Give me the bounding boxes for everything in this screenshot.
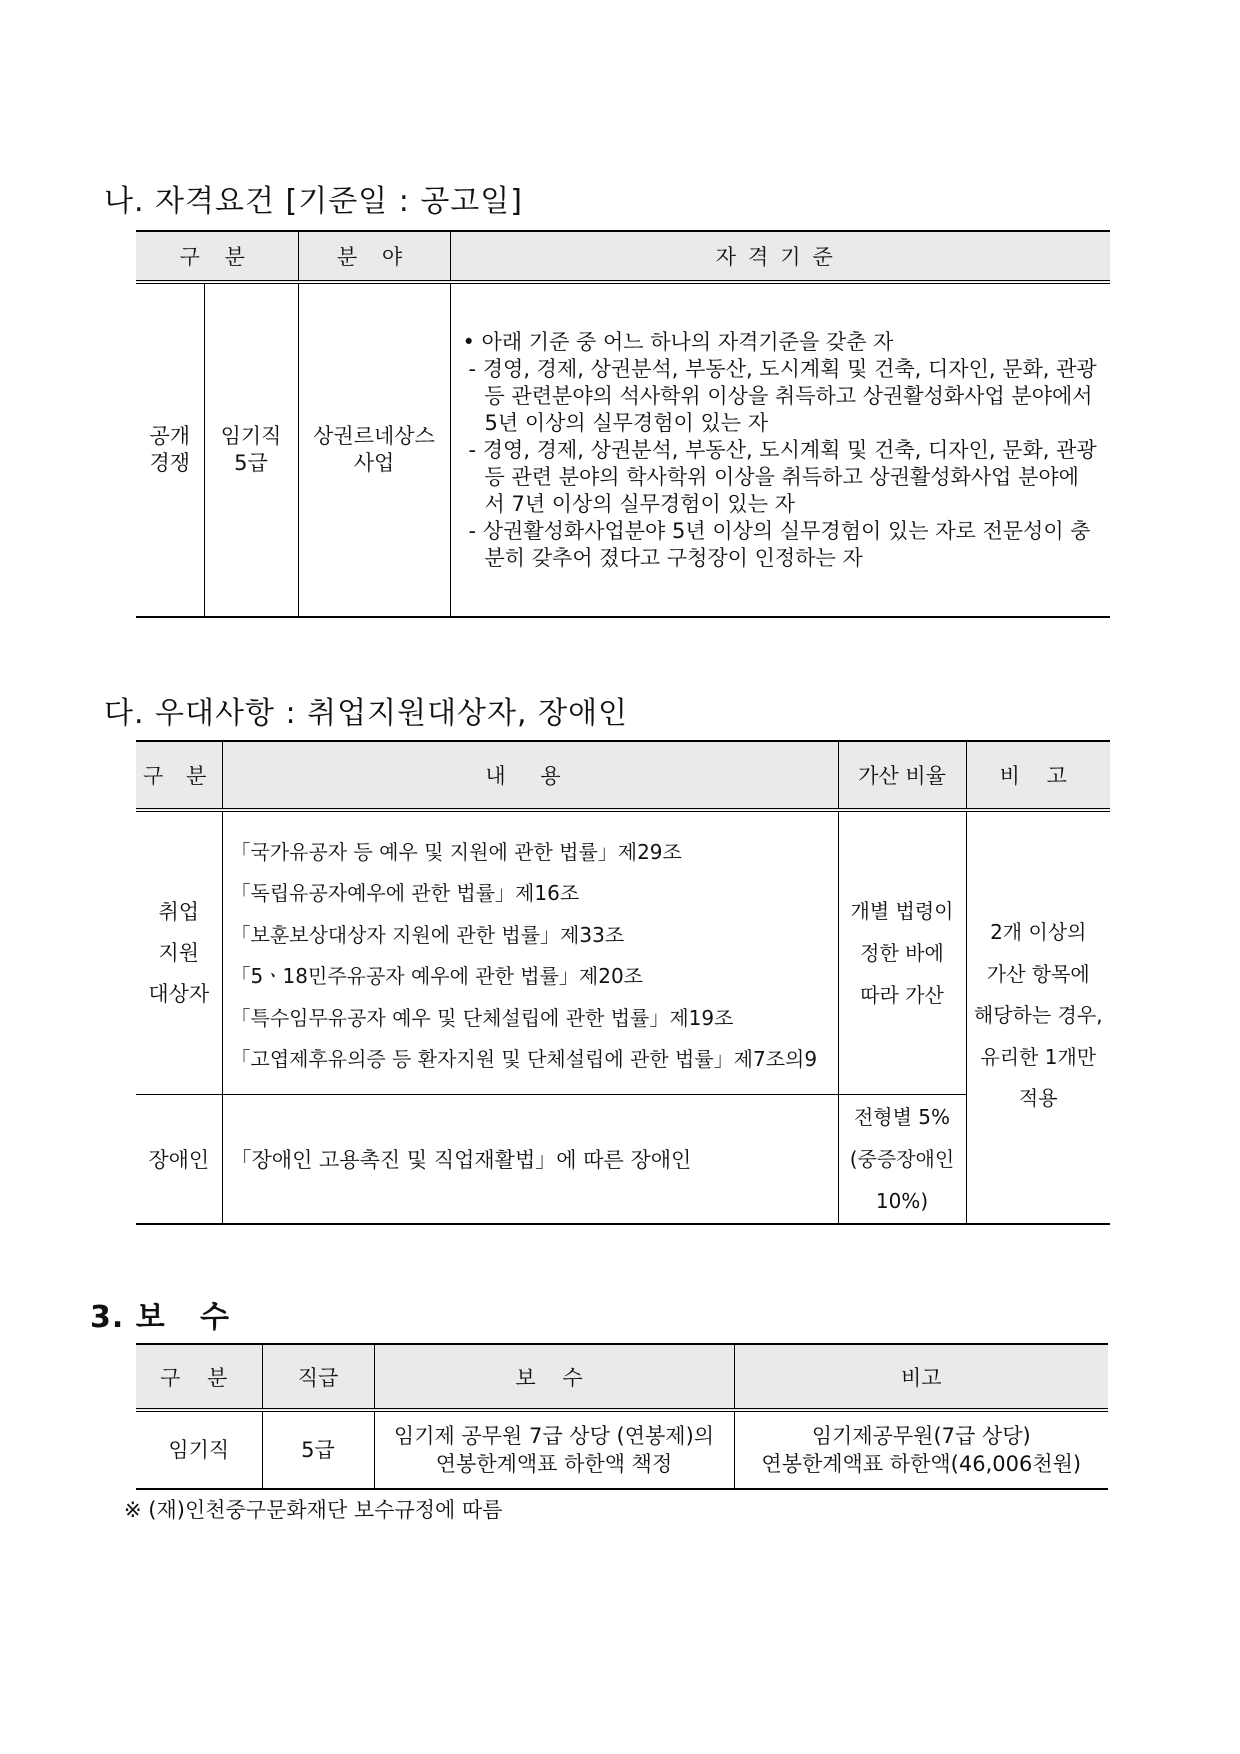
- header-category: 구 분: [136, 741, 222, 810]
- law-item: 「독립유공자예우에 관한 법률」제16조: [230, 881, 580, 905]
- criteria-intro: • 아래 기준 중 어느 하나의 자격기준을 갖춘 자: [462, 329, 894, 354]
- header-field: 분 야: [298, 231, 450, 282]
- law-item: 「특수임무유공자 예우 및 단체설립에 관한 법률」제19조: [230, 1005, 734, 1030]
- salary-pay: 임기제 공무원 7급 상당 (연봉제)의 연봉한계액표 하한액 책정: [374, 1410, 734, 1489]
- header-category: 구 분: [136, 1344, 262, 1410]
- rate-disabled: 전형별 5% (중증장애인 10%): [838, 1095, 966, 1225]
- header-pay: 보 수: [374, 1344, 734, 1410]
- header-content: 내 용: [222, 741, 838, 810]
- law-list: [222, 810, 838, 1095]
- remark-cell: 2개 이상의 가산 항목에 해당하는 경우, 유리한 1개만 적용: [973, 920, 1103, 1110]
- criteria-item: - 경영, 경제, 상권분석, 부동산, 도시계획 및 건축, 디자인, 문화, 관광 등 관련분야의 석사학위 이상을 취득하고 상권활성화사업 분야에서 5년 이상의 실무경험이 있는 자: [468, 356, 1097, 435]
- salary-table: [136, 1343, 1108, 1490]
- header-category: 구 분: [136, 231, 298, 282]
- header-grade: 직급: [262, 1344, 374, 1410]
- header-rate: 가산 비율: [838, 741, 966, 810]
- recruit-type: 공개 경쟁: [136, 282, 204, 617]
- law-item: 「고엽제후유의증 등 환자지원 및 단체설립에 관한 법률」제7조의9: [230, 1047, 818, 1071]
- header-remark: 비 고: [966, 741, 1110, 810]
- preference-table: [136, 740, 1110, 1225]
- section-da-title: 다. 우대사항 : 취업지원대상자, 장애인: [104, 696, 629, 731]
- category-disabled: 장애인: [136, 1095, 222, 1225]
- header-criteria: 자격기준: [450, 231, 1110, 282]
- header-remark: 비고: [734, 1344, 1108, 1410]
- recruit-field: 상권르네상스 사업: [298, 282, 450, 617]
- qualification-table: [136, 230, 1110, 618]
- law-item: 「국가유공자 등 예우 및 지원에 관한 법률」제29조: [230, 839, 682, 864]
- category-employment-support: 취업 지원 대상자: [136, 810, 222, 1095]
- salary-remark: 임기제공무원(7급 상당) 연봉한계액표 하한액(46,006천원): [761, 1424, 1082, 1476]
- salary-grade: 5급: [262, 1410, 374, 1489]
- section-na-title: 나. 자격요건 [기준일 : 공고일]: [104, 184, 523, 219]
- law-item: 「보훈보상대상자 지원에 관한 법률」제33조: [230, 922, 625, 947]
- section-3-title: 3. 보 수: [90, 1300, 231, 1335]
- criteria-item: - 상권활성화사업분야 5년 이상의 실무경험이 있는 자로 전문성이 충분히 갖추어 졌다고 구청장이 인정하는 자: [468, 518, 1091, 570]
- salary-note: ※ (재)인천중구문화재단 보수규정에 따름: [124, 1498, 503, 1522]
- law-item: 「5ㆍ18민주유공자 예우에 관한 법률」제20조: [230, 964, 643, 988]
- criteria-item: - 경영, 경제, 상권분석, 부동산, 도시계획 및 건축, 디자인, 문화, 관광 등 관련 분야의 학사학위 이상을 취득하고 상권활성화사업 분야에서 7년 이상의 실무경험이 있는 자: [468, 437, 1097, 516]
- rate-employment-support: 개별 법령이 정한 바에 따라 가산: [838, 810, 966, 1095]
- criteria-cell: [450, 282, 1110, 617]
- salary-type: 임기직: [136, 1410, 262, 1489]
- recruit-grade: 임기직 5급: [204, 282, 298, 617]
- disabled-content: 「장애인 고용촉진 및 직업재활법」에 따른 장애인: [222, 1095, 838, 1225]
